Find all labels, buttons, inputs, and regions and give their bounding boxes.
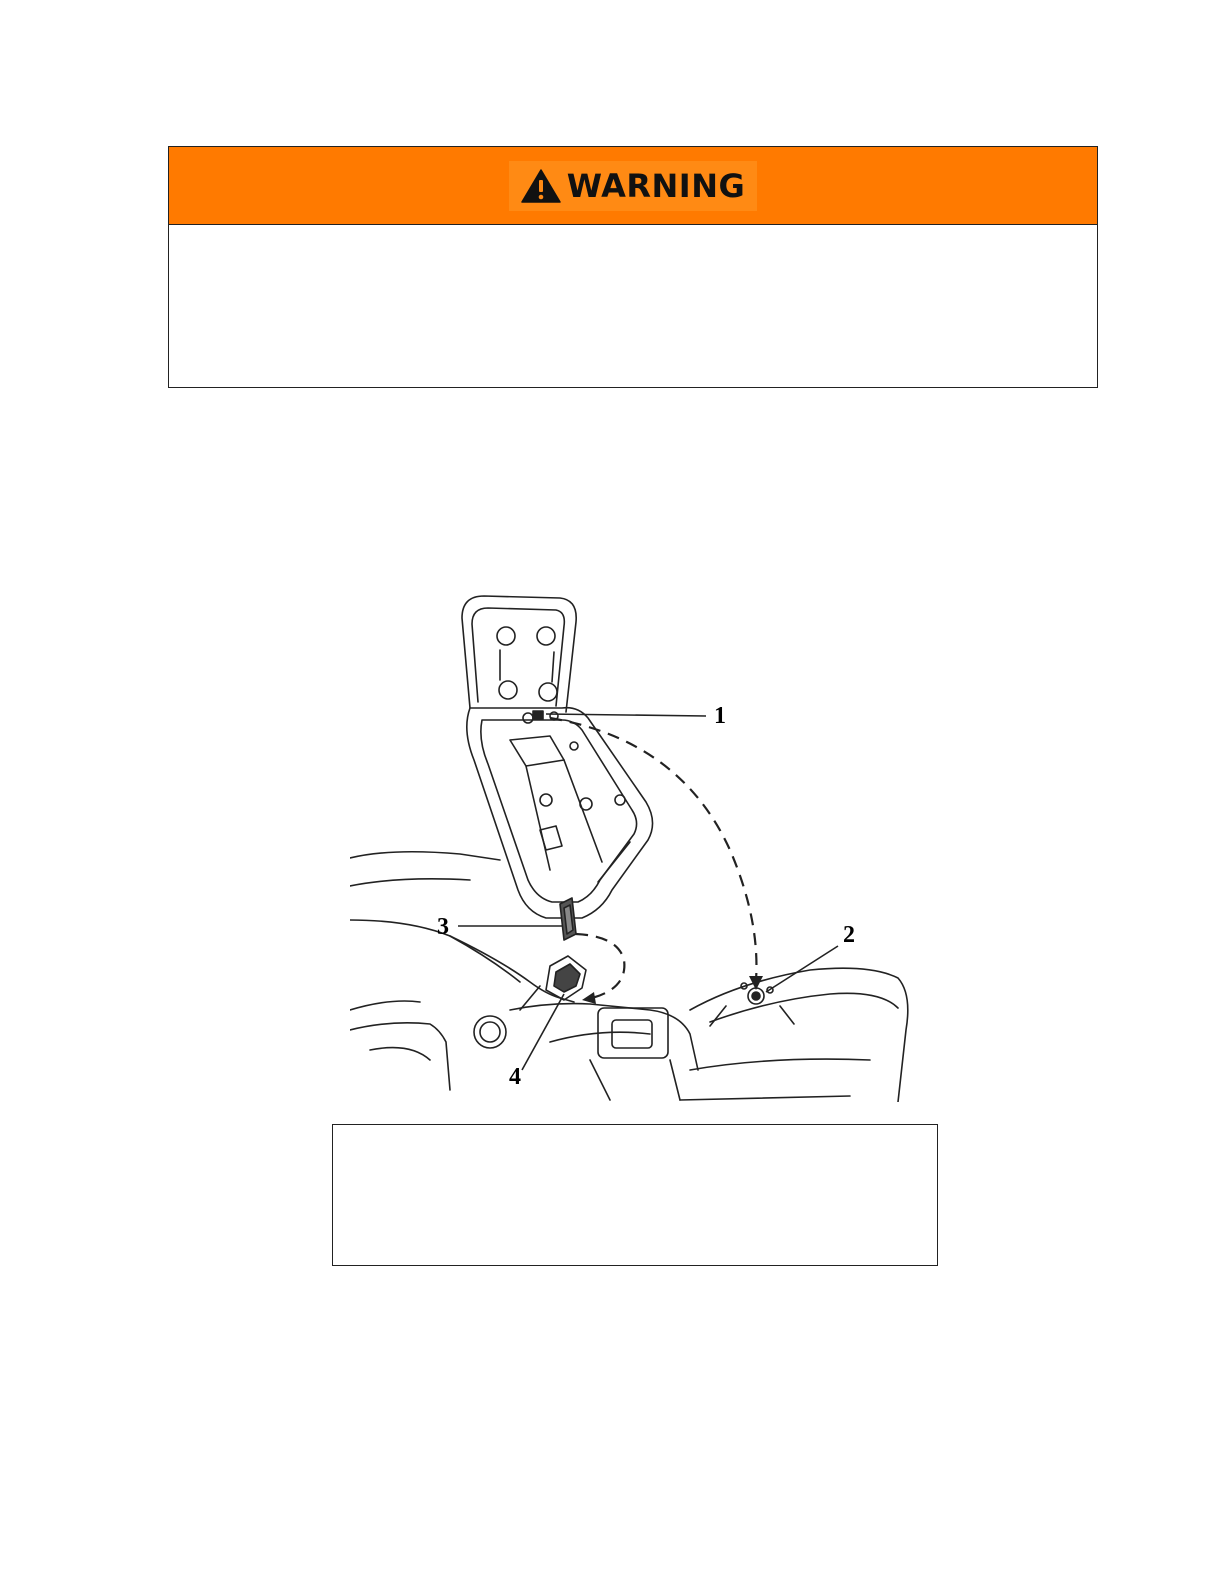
warning-triangle-icon — [521, 169, 561, 203]
backrest-installation-figure — [350, 590, 910, 1102]
warning-title: WARNING — [566, 166, 746, 205]
warning-box — [168, 146, 1098, 388]
figure-caption-box — [332, 1124, 938, 1266]
rear-seat — [690, 968, 908, 1102]
dashed-arrow-1-to-2 — [550, 718, 756, 980]
leader-line-1 — [546, 714, 706, 716]
front-seat — [350, 852, 574, 1002]
warning-badge — [509, 161, 758, 211]
backrest-frame — [467, 708, 653, 918]
backrest-illustration — [350, 590, 910, 1102]
callout-1: 1 — [714, 703, 726, 729]
callout-3: 3 — [437, 914, 449, 940]
dashed-arrow-3-to-4 — [576, 934, 624, 998]
warning-body — [169, 225, 1097, 385]
callout-2: 2 — [843, 922, 855, 948]
mount-point-1 — [533, 711, 543, 719]
warning-header — [169, 147, 1097, 225]
callout-4: 4 — [509, 1064, 521, 1090]
backrest-pad — [462, 596, 576, 712]
